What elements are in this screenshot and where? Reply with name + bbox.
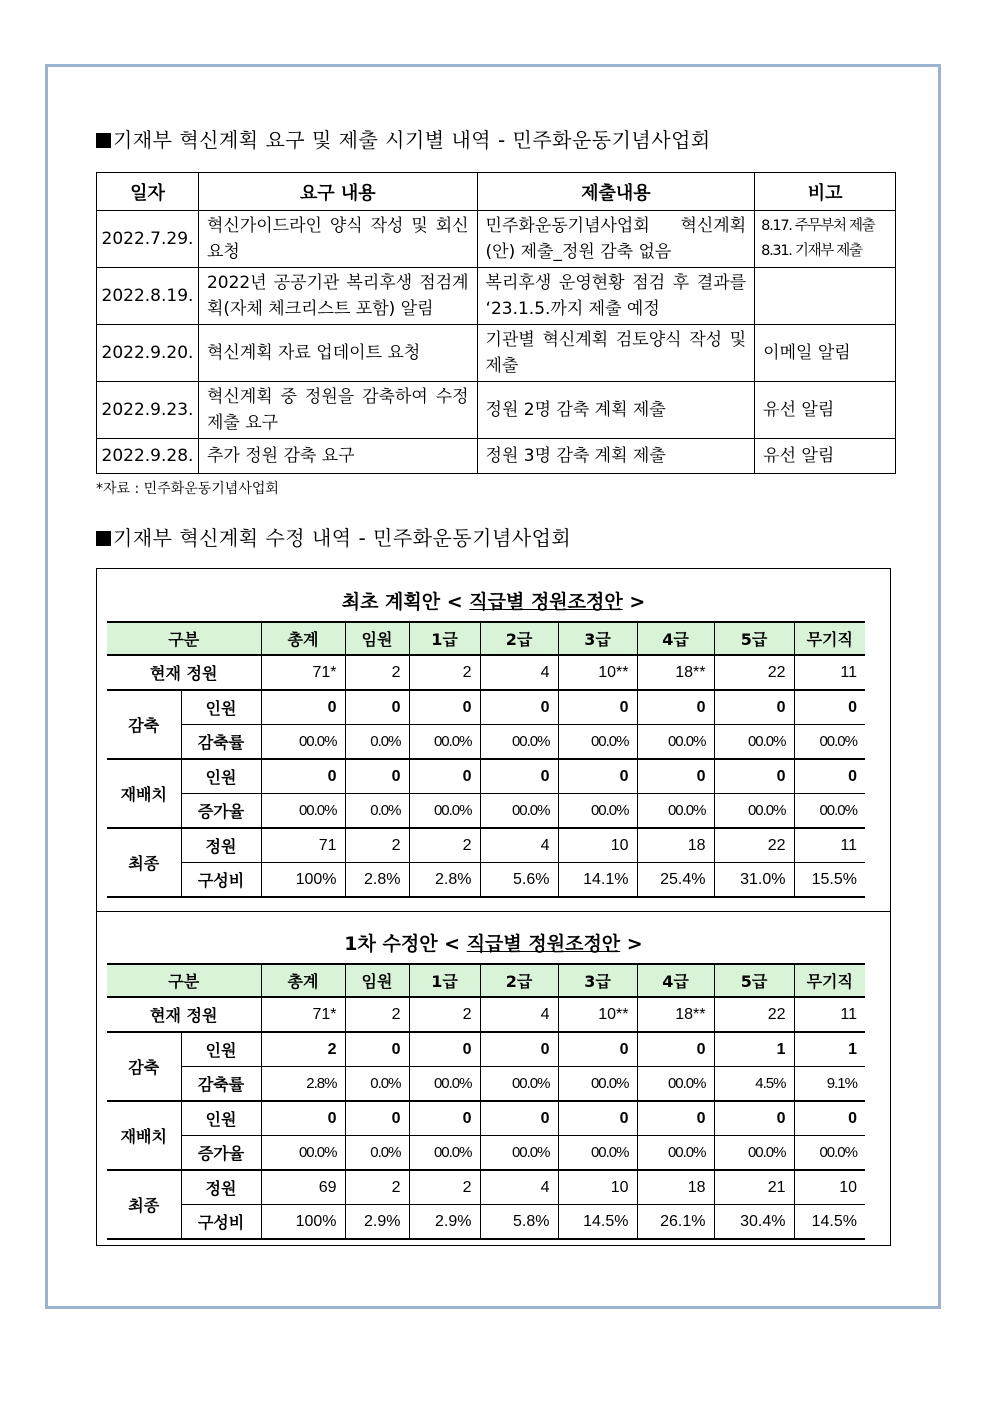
section1-title: 기재부 혁신계획 요구 및 제출 시기별 내역 - 민주화운동기념사업회 (113, 128, 711, 152)
value-cell: 15.5% (794, 863, 865, 898)
value-cell: 0 (558, 690, 637, 725)
quota-header-row (107, 622, 865, 655)
value-cell: 0 (345, 759, 409, 794)
quota-header-cell: 4급 (637, 622, 714, 655)
value-cell: 71 (261, 828, 345, 863)
header-request: 요구 내용 (198, 173, 477, 211)
row-request: 혁신계획 자료 업데이트 요청 (198, 325, 477, 382)
row-label: 정원 (181, 1170, 261, 1205)
table-row (107, 863, 865, 898)
value-cell: 00.0% (714, 725, 794, 760)
table-row (97, 382, 896, 439)
row-date: 2022.9.28. (97, 439, 199, 474)
value-cell: 0 (637, 759, 714, 794)
value-cell: 0 (409, 1032, 480, 1067)
value-cell: 0 (409, 690, 480, 725)
row-label: 인원 (181, 759, 261, 794)
value-cell: 30.4% (714, 1205, 794, 1240)
row-group-label: 재배치 (107, 1101, 181, 1170)
value-cell: 0 (261, 690, 345, 725)
table-row (107, 1170, 865, 1205)
table-row (107, 725, 865, 760)
value-cell: 00.0% (480, 1067, 558, 1102)
value-cell: 00.0% (409, 1067, 480, 1102)
value-cell: 10** (558, 655, 637, 690)
value-cell: 0.0% (345, 725, 409, 760)
table-row (107, 828, 865, 863)
value-cell: 0 (345, 1101, 409, 1136)
value-cell: 0 (714, 690, 794, 725)
quota-header-cell: 구분 (107, 622, 261, 655)
value-cell: 0 (480, 759, 558, 794)
row-group-label: 감축 (107, 690, 181, 759)
value-cell: 2.8% (409, 863, 480, 898)
value-cell: 0 (637, 1032, 714, 1067)
plan-title-post: > (622, 591, 646, 613)
value-cell: 10 (558, 828, 637, 863)
quota-table (107, 963, 865, 1240)
value-cell: 10 (558, 1170, 637, 1205)
value-cell: 18** (637, 655, 714, 690)
row-submission: 기관별 혁신계획 검토양식 작성 및 제출 (477, 325, 755, 382)
table-row (97, 211, 896, 268)
quota-header-cell: 1급 (409, 622, 480, 655)
row-submission: 민주화운동기념사업회 혁신계획(안) 제출_정원 감축 없음 (477, 211, 755, 268)
header-date: 일자 (97, 173, 199, 211)
quota-header-cell: 1급 (409, 964, 480, 997)
row-submission: 복리후생 운영현황 점검 후 결과를 ‘23.1.5.까지 제출 예정 (477, 268, 755, 325)
value-cell: 0 (558, 1101, 637, 1136)
value-cell: 0 (794, 690, 865, 725)
value-cell: 00.0% (261, 725, 345, 760)
table-row (107, 1205, 865, 1240)
quota-header-cell: 무기직 (794, 622, 865, 655)
submission-history-table (96, 172, 896, 474)
quota-header-cell: 3급 (558, 622, 637, 655)
value-cell: 4 (480, 1170, 558, 1205)
value-cell: 18 (637, 1170, 714, 1205)
value-cell: 00.0% (637, 1067, 714, 1102)
row-note: 8.17. 주무부처 제출 8.31. 기재부 제출 (755, 211, 896, 268)
value-cell: 0.0% (345, 1136, 409, 1171)
value-cell: 00.0% (480, 794, 558, 829)
quota-header-cell: 임원 (345, 964, 409, 997)
value-cell: 22 (714, 655, 794, 690)
row-request: 혁신가이드라인 양식 작성 및 회신 요청 (198, 211, 477, 268)
value-cell: 26.1% (637, 1205, 714, 1240)
value-cell: 10** (558, 997, 637, 1032)
row-note: 이메일 알림 (755, 325, 896, 382)
row-request: 2022년 공공기관 복리후생 점검계획(자체 체크리스트 포함) 알림 (198, 268, 477, 325)
value-cell: 00.0% (714, 794, 794, 829)
value-cell: 4.5% (714, 1067, 794, 1102)
value-cell: 0 (480, 1032, 558, 1067)
value-cell: 100% (261, 863, 345, 898)
value-cell: 00.0% (637, 1136, 714, 1171)
value-cell: 100% (261, 1205, 345, 1240)
plan-title-post: > (620, 933, 643, 955)
row-label: 현재 정원 (107, 997, 261, 1032)
row-label: 감축률 (181, 1067, 261, 1102)
row-group-label: 재배치 (107, 759, 181, 828)
row-request: 추가 정원 감축 요구 (198, 439, 477, 474)
value-cell: 1 (714, 1032, 794, 1067)
value-cell: 00.0% (794, 794, 865, 829)
value-cell: 9.1% (794, 1067, 865, 1102)
value-cell: 00.0% (480, 725, 558, 760)
quota-header-cell: 4급 (637, 964, 714, 997)
row-label: 감축률 (181, 725, 261, 760)
value-cell: 71* (261, 655, 345, 690)
value-cell: 00.0% (794, 1136, 865, 1171)
plan-title-pre: 1차 수정안 < (344, 933, 467, 955)
plan-title-ul: 직급별 정원조정안 (469, 591, 623, 613)
value-cell: 0.0% (345, 1067, 409, 1102)
revision-box (96, 568, 891, 1246)
value-cell: 25.4% (637, 863, 714, 898)
value-cell: 18** (637, 997, 714, 1032)
table-row (107, 997, 865, 1032)
value-cell: 21 (714, 1170, 794, 1205)
value-cell: 00.0% (261, 1136, 345, 1171)
table-row (107, 1067, 865, 1102)
value-cell: 2.9% (409, 1205, 480, 1240)
plan-title (97, 587, 890, 614)
quota-table (107, 621, 865, 898)
value-cell: 0 (480, 690, 558, 725)
value-cell: 11 (794, 828, 865, 863)
value-cell: 14.5% (794, 1205, 865, 1240)
value-cell: 2 (345, 828, 409, 863)
value-cell: 0 (409, 759, 480, 794)
quota-header-cell: 구분 (107, 964, 261, 997)
value-cell: 00.0% (558, 794, 637, 829)
quota-header-cell: 3급 (558, 964, 637, 997)
value-cell: 0 (637, 1101, 714, 1136)
quota-header-cell: 2급 (480, 964, 558, 997)
table-row (97, 325, 896, 382)
value-cell: 0 (409, 1101, 480, 1136)
value-cell: 2 (261, 1032, 345, 1067)
value-cell: 0.0% (345, 794, 409, 829)
quota-header-cell: 무기직 (794, 964, 865, 997)
value-cell: 0 (480, 1101, 558, 1136)
row-group-label: 최종 (107, 1170, 181, 1239)
value-cell: 14.5% (558, 1205, 637, 1240)
value-cell: 0 (714, 1101, 794, 1136)
table-row (107, 759, 865, 794)
value-cell: 0 (558, 1032, 637, 1067)
value-cell: 71* (261, 997, 345, 1032)
row-date: 2022.7.29. (97, 211, 199, 268)
value-cell: 00.0% (558, 1067, 637, 1102)
row-submission: 정원 2명 감축 계획 제출 (477, 382, 755, 439)
table-header-row (97, 173, 896, 211)
value-cell: 0 (261, 1101, 345, 1136)
value-cell: 4 (480, 828, 558, 863)
section2-title: 기재부 혁신계획 수정 내역 - 민주화운동기념사업회 (113, 526, 572, 550)
row-label: 구성비 (181, 863, 261, 898)
plan-title (97, 929, 890, 956)
square-bullet-icon (96, 531, 111, 546)
box-divider (97, 911, 890, 912)
value-cell: 11 (794, 997, 865, 1032)
square-bullet-icon (96, 133, 111, 148)
value-cell: 2 (345, 1170, 409, 1205)
quota-header-cell: 임원 (345, 622, 409, 655)
value-cell: 2.9% (345, 1205, 409, 1240)
value-cell: 2 (409, 1170, 480, 1205)
row-label: 인원 (181, 690, 261, 725)
value-cell: 69 (261, 1170, 345, 1205)
plan-title-pre: 최초 계획안 < (341, 591, 470, 613)
value-cell: 0 (345, 1032, 409, 1067)
table-row (107, 1136, 865, 1171)
value-cell: 5.8% (480, 1205, 558, 1240)
value-cell: 00.0% (409, 1136, 480, 1171)
value-cell: 4 (480, 655, 558, 690)
value-cell: 0 (345, 690, 409, 725)
value-cell: 5.6% (480, 863, 558, 898)
quota-header-row (107, 964, 865, 997)
value-cell: 2 (409, 828, 480, 863)
quota-header-cell: 총계 (261, 622, 345, 655)
table-row (107, 690, 865, 725)
quota-header-cell: 2급 (480, 622, 558, 655)
value-cell: 2.8% (345, 863, 409, 898)
value-cell: 0 (261, 759, 345, 794)
value-cell: 0 (558, 759, 637, 794)
value-cell: 0 (794, 1101, 865, 1136)
value-cell: 10 (794, 1170, 865, 1205)
table-row (107, 655, 865, 690)
value-cell: 00.0% (261, 794, 345, 829)
value-cell: 00.0% (637, 725, 714, 760)
value-cell: 00.0% (409, 725, 480, 760)
row-note: 유선 알림 (755, 439, 896, 474)
value-cell: 2 (409, 997, 480, 1032)
row-group-label: 감축 (107, 1032, 181, 1101)
row-label: 증가율 (181, 794, 261, 829)
value-cell: 0 (637, 690, 714, 725)
value-cell: 2.8% (261, 1067, 345, 1102)
value-cell: 00.0% (558, 725, 637, 760)
table-row (107, 1101, 865, 1136)
row-label: 증가율 (181, 1136, 261, 1171)
value-cell: 2 (345, 997, 409, 1032)
quota-header-cell: 5급 (714, 622, 794, 655)
value-cell: 2 (345, 655, 409, 690)
row-label: 인원 (181, 1032, 261, 1067)
value-cell: 22 (714, 828, 794, 863)
value-cell: 2 (409, 655, 480, 690)
row-group-label: 최종 (107, 828, 181, 897)
value-cell: 0 (714, 759, 794, 794)
source-note: *자료 : 민주화운동기념사업회 (96, 481, 279, 497)
value-cell: 00.0% (558, 1136, 637, 1171)
value-cell: 18 (637, 828, 714, 863)
row-label: 현재 정원 (107, 655, 261, 690)
row-label: 정원 (181, 828, 261, 863)
row-note (755, 268, 896, 325)
value-cell: 4 (480, 997, 558, 1032)
plan-title-ul: 직급별 정원조정안 (466, 933, 621, 955)
value-cell: 00.0% (480, 1136, 558, 1171)
table-row (107, 1032, 865, 1067)
row-request: 혁신계획 중 정원을 감축하여 수정 제출 요구 (198, 382, 477, 439)
quota-header-cell: 총계 (261, 964, 345, 997)
value-cell: 00.0% (794, 725, 865, 760)
value-cell: 00.0% (409, 794, 480, 829)
value-cell: 00.0% (637, 794, 714, 829)
header-submission: 제출내용 (477, 173, 755, 211)
row-label: 인원 (181, 1101, 261, 1136)
value-cell: 00.0% (714, 1136, 794, 1171)
table-row (97, 439, 896, 474)
section1-heading (96, 124, 711, 153)
quota-header-cell: 5급 (714, 964, 794, 997)
header-note: 비고 (755, 173, 896, 211)
value-cell: 11 (794, 655, 865, 690)
value-cell: 0 (794, 759, 865, 794)
row-label: 구성비 (181, 1205, 261, 1240)
row-note: 유선 알림 (755, 382, 896, 439)
value-cell: 31.0% (714, 863, 794, 898)
value-cell: 1 (794, 1032, 865, 1067)
value-cell: 22 (714, 997, 794, 1032)
section2-heading (96, 522, 571, 551)
row-date: 2022.9.23. (97, 382, 199, 439)
value-cell: 14.1% (558, 863, 637, 898)
row-submission: 정원 3명 감축 계획 제출 (477, 439, 755, 474)
row-date: 2022.9.20. (97, 325, 199, 382)
table-row (97, 268, 896, 325)
row-date: 2022.8.19. (97, 268, 199, 325)
table-row (107, 794, 865, 829)
